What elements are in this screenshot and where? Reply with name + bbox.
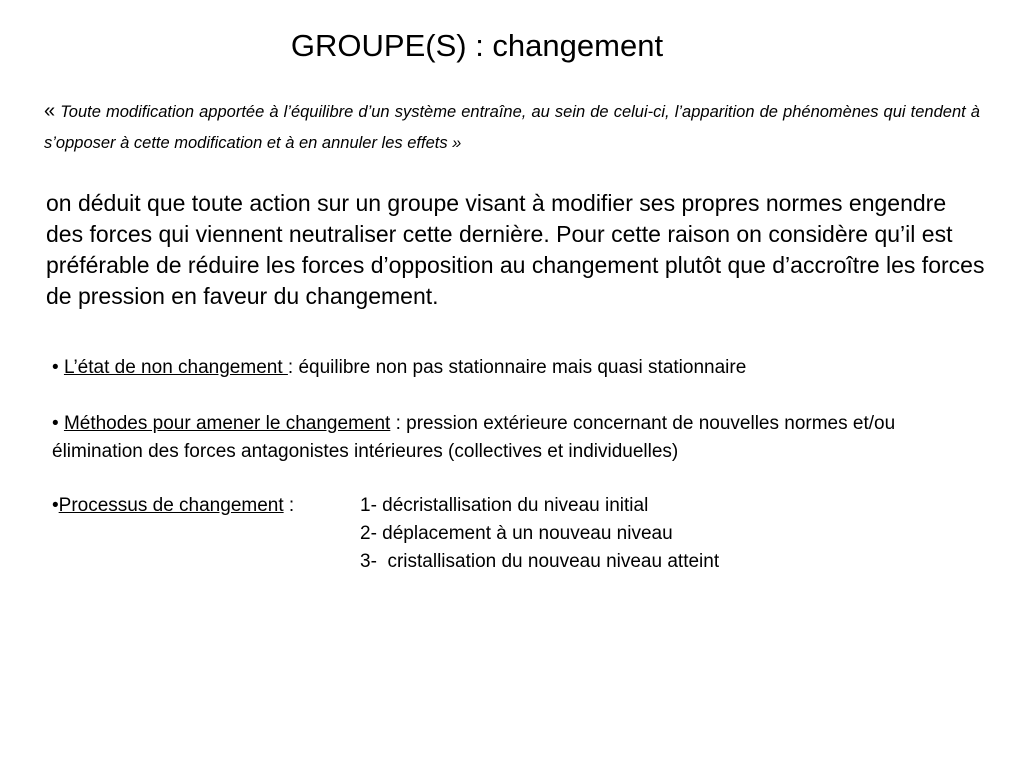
- quote-text: Toute modification apportée à l’équilibre d’un système entraîne, au sein de celui-ci, l’apparition de phénomènes qui tendent à s’opposer à cette modification et à en annuler les effets »: [44, 103, 980, 152]
- bullet-item-methodes: [52, 410, 982, 466]
- intro-paragraph: on déduit que toute action sur un groupe visant à modifier ses propres normes engendre des forces qui viennent neutraliser cette dernière. Pour cette raison on considère qu’il est préférable de réduire les forces d’opposition au changement plutôt que d’accroître les forces de pression en faveur du changement.: [46, 190, 985, 309]
- bullet-item-processus: [52, 492, 982, 572]
- process-step: 3- cristallisation du nouveau niveau atteint: [360, 551, 720, 572]
- process-step: 2- déplacement à un nouveau niveau: [360, 523, 673, 544]
- bullet-marker: •: [52, 357, 59, 378]
- bullet-text: :: [283, 495, 295, 516]
- bullet-item-non-changement: [52, 354, 982, 382]
- bullet-label: L’état de non changement: [63, 357, 288, 378]
- opening-quote-mark: «: [44, 100, 56, 122]
- bullet-label: Processus de changement: [58, 495, 284, 516]
- bullet-text: : pression extérieure concernant de nouvelles normes et/ou élimination des forces antagonistes intérieures (collectives et individuelles): [52, 413, 896, 462]
- definition-quote: [44, 96, 980, 159]
- bullet-marker: •: [52, 495, 59, 516]
- process-step: 1- décristallisation du niveau initial: [360, 495, 649, 516]
- bullet-label: Méthodes pour amener le changement: [63, 413, 391, 434]
- bullet-text: : équilibre non pas stationnaire mais quasi stationnaire: [287, 357, 747, 378]
- bullet-marker: •: [52, 413, 59, 434]
- slide-title: GROUPE(S) : changement: [290, 28, 664, 63]
- process-steps: [360, 492, 719, 576]
